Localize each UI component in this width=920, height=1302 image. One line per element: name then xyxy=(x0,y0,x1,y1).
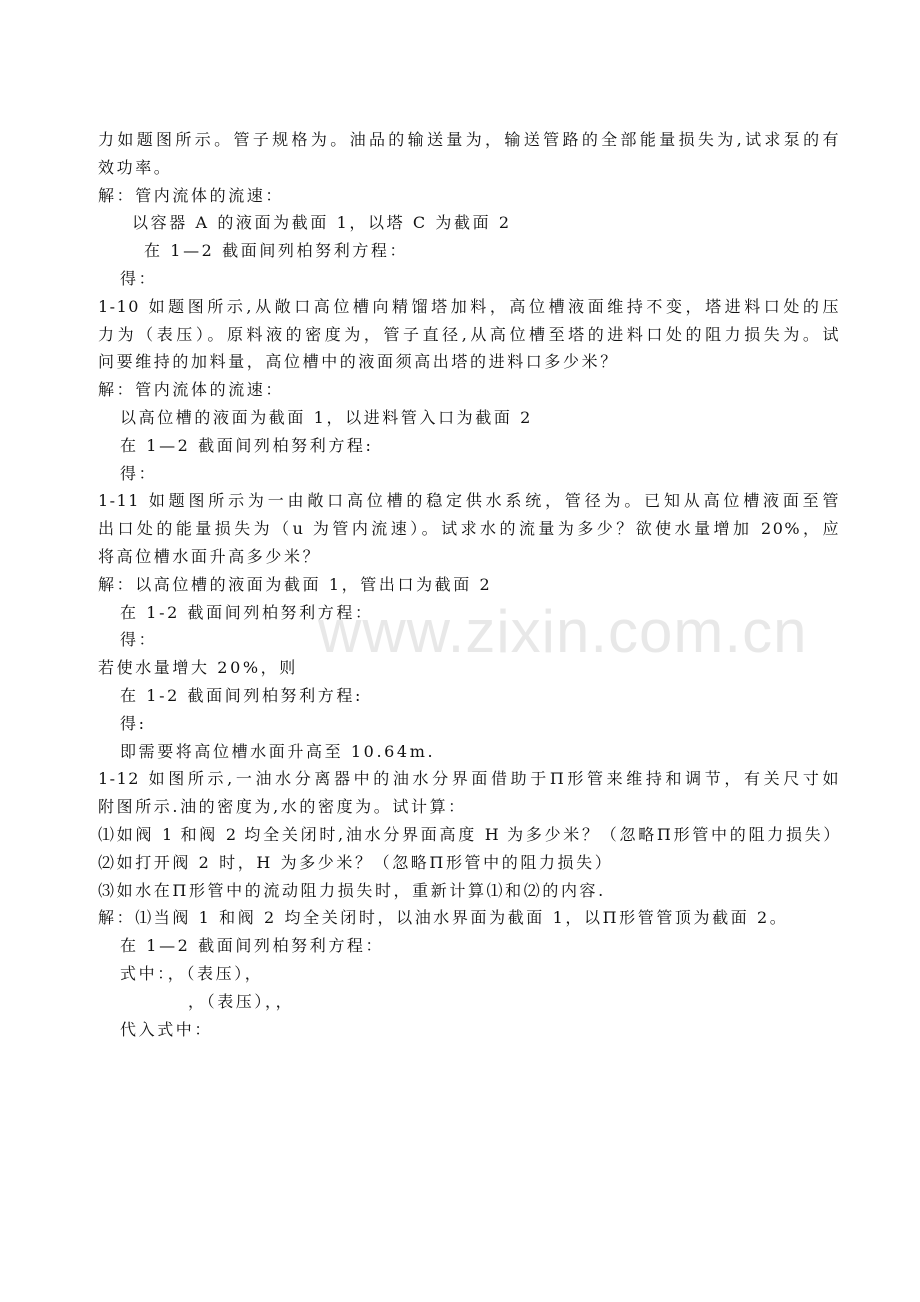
problem-heading-1-11: 1-11 如题图所示为一由敞口高位槽的稳定供水系统，管径为。已知从高位槽液面至管 xyxy=(98,491,840,511)
solution-label-line: 解：以高位槽的液面为截面 1，管出口为截面 2 xyxy=(98,574,493,594)
text-line: 力为（表压）。原料液的密度为，管子直径,从高位槽至塔的进料口处的阻力损失为。试 xyxy=(98,324,840,344)
document-body xyxy=(98,126,840,1043)
text-line: 在 1—2 截面间列柏努利方程: xyxy=(120,435,374,455)
text-line: 得: xyxy=(120,713,147,733)
text-line: 在 1—2 截面间列柏努利方程： xyxy=(144,241,409,261)
text-line: 得： xyxy=(120,463,158,483)
text-line: 即需要将高位槽水面升高至 10.64m. xyxy=(120,741,436,761)
text-line: 在 1-2 截面间列柏努利方程: xyxy=(120,685,363,705)
text-line: 得： xyxy=(120,268,158,288)
solution-label-line: 解：⑴当阀 1 和阀 2 均全关闭时，以油水界面为截面 1，以Π形管管顶为截面 2。 xyxy=(98,908,789,928)
solution-label-line: 解：管内流体的流速： xyxy=(98,380,285,400)
text-line: 得： xyxy=(120,630,158,650)
text-line: 式中：，（表压）， xyxy=(120,963,264,983)
watermark: www.zixin.com.cn xyxy=(318,598,808,665)
text-line: 效功率。 xyxy=(98,157,173,177)
text-line: ，（表压），， xyxy=(188,991,295,1011)
question-item-2: ⑵如打开阀 2 时，H 为多少米？（忽略Π形管中的阻力损失） xyxy=(98,852,614,872)
question-item-1: ⑴如阀 1 和阀 2 均全关闭时,油水分界面高度 H 为多少米？（忽略Π形管中的阻力损失） xyxy=(98,824,840,844)
text-line: 以容器 A 的液面为截面 1，以塔 C 为截面 2 xyxy=(132,213,512,233)
text-line: 出口处的能量损失为（u 为管内流速）。试求水的流量为多少？欲使水量增加 20%，应 xyxy=(98,519,840,539)
text-line: 若使水量增大 20%，则 xyxy=(98,658,298,678)
text-line: 在 1-2 截面间列柏努利方程： xyxy=(120,602,374,622)
text-line: 将高位槽水面升高多少米？ xyxy=(98,546,322,566)
text-line: 力如题图所示。管子规格为。油品的输送量为，输送管路的全部能量损失为,试求泵的有 xyxy=(98,130,840,149)
text-line: 以高位槽的液面为截面 1，以进料管入口为截面 2 xyxy=(120,407,533,427)
text-line: 在 1—2 截面间列柏努利方程： xyxy=(120,936,385,956)
text-line: 问要维持的加料量，高位槽中的液面须高出塔的进料口多少米？ xyxy=(98,352,619,372)
problem-heading-1-10: 1-10 如题图所示,从敞口高位槽向精馏塔加料，高位槽液面维持不变，塔进料口处的压 xyxy=(98,296,840,316)
text-line: 附图所示.油的密度为,水的密度为。试计算： xyxy=(98,797,467,817)
text-line: 代入式中： xyxy=(120,1019,214,1039)
problem-heading-1-12: 1-12 如图所示,一油水分离器中的油水分界面借助于Π形管来维持和调节，有关尺寸如 xyxy=(98,769,840,789)
solution-label-line: 解：管内流体的流速： xyxy=(98,185,285,205)
question-item-3: ⑶如水在Π形管中的流动阻力损失时，重新计算⑴和⑵的内容. xyxy=(98,880,606,900)
